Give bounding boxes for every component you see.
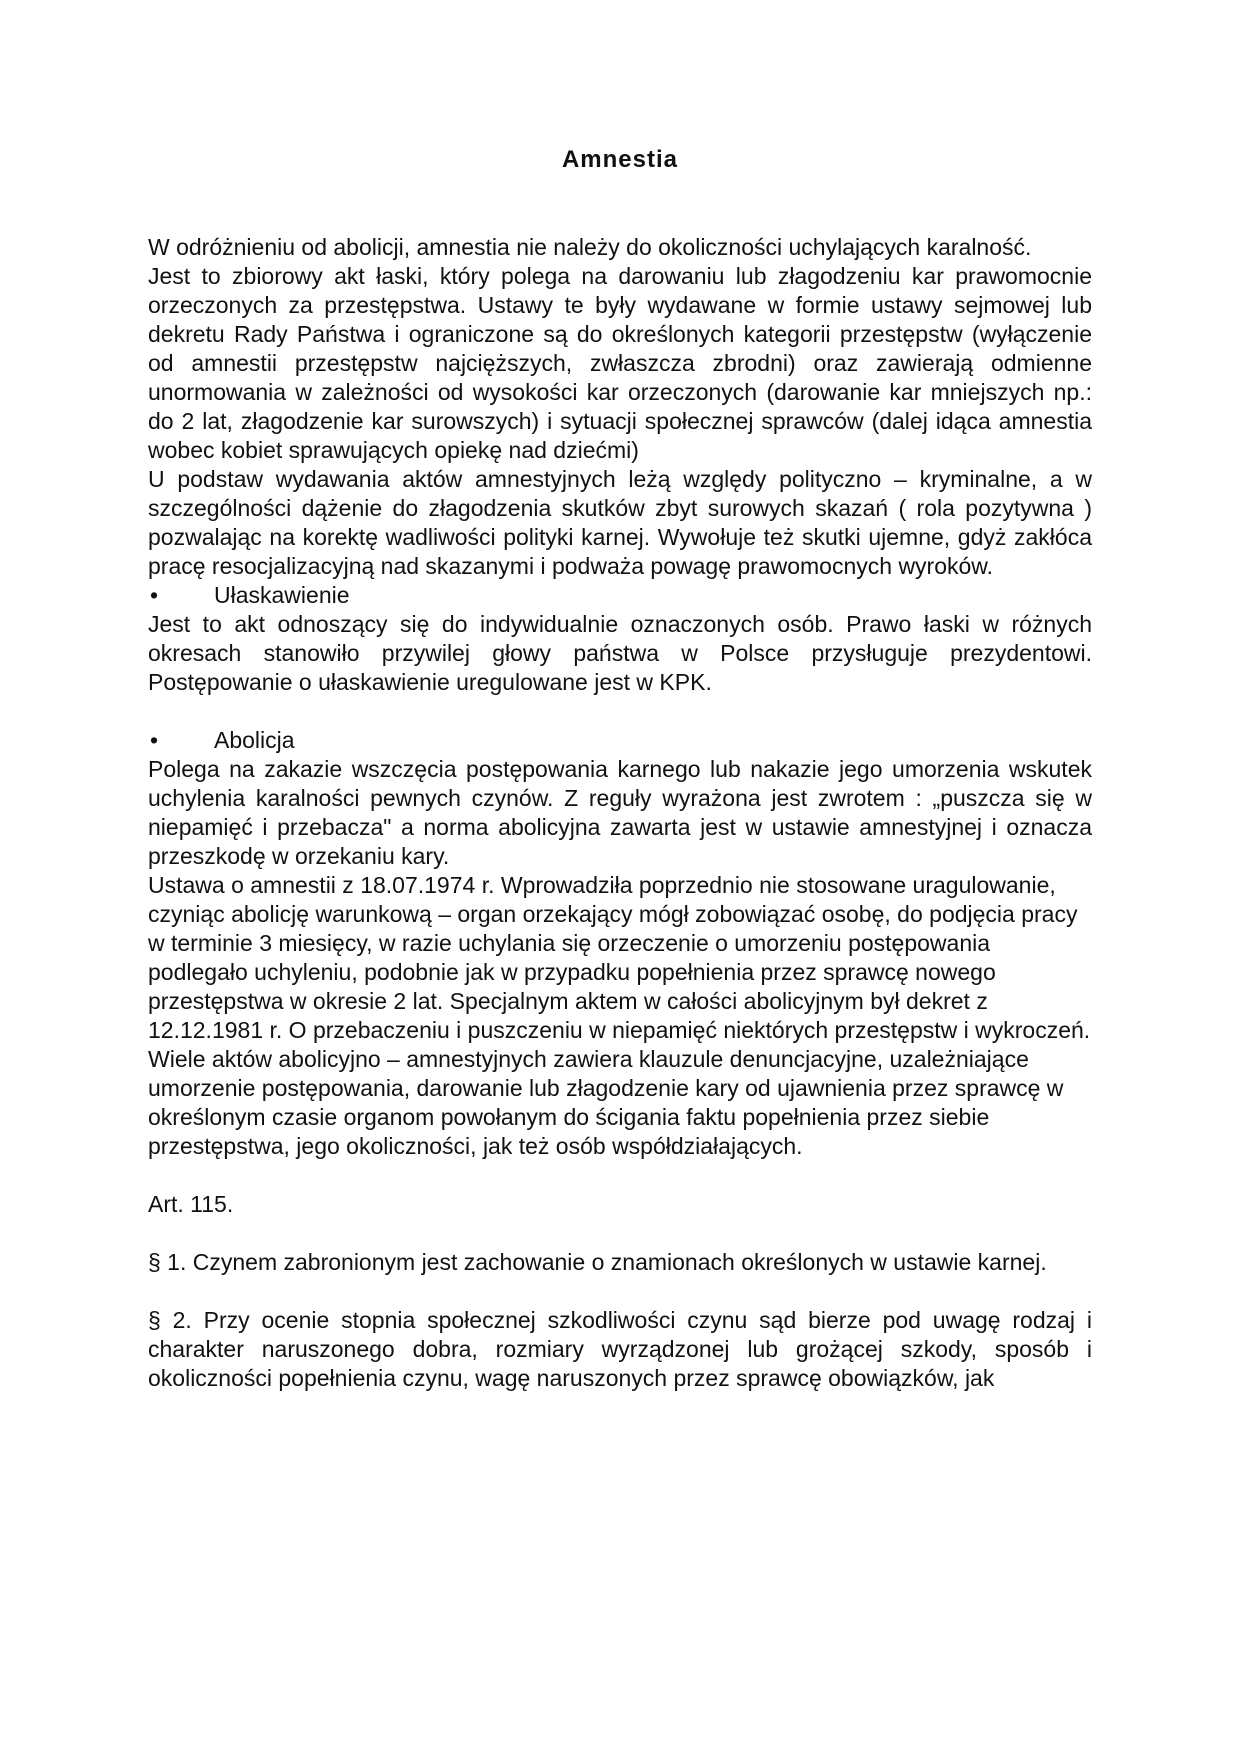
document-title: Amnestia bbox=[561, 146, 679, 173]
bullet-icon: • bbox=[150, 727, 159, 753]
abolicja-heading bbox=[148, 726, 1092, 755]
bullet-icon: • bbox=[150, 582, 159, 608]
abolicja-paragraph-3: Wiele aktów abolicyjno – amnestyjnych zawiera klauzule denuncjacyjne, uzależniające umorzenie postępowania, darowanie lub złagodzenie kary od ujawnienia przez sprawcę w określonym czasie organom powołanym do ścigania faktu popełnienia przez siebie przestępstwa, jego okoliczności, jak też osób współdziałających. bbox=[148, 1046, 1064, 1159]
abolicja-paragraph-1: Polega na zakazie wszczęcia postępowania karnego lub nakazie jego umorzenia wskutek uchylenia karalności pewnych czynów. Z reguły wyrażona jest zwrotem : „puszcza się w niepamięć i przebacza" a norma abolicyjna zawarta jest w ustawie amnestyjnej i oznacza przeszkodę w orzekaniu kary. bbox=[148, 756, 1092, 869]
spacer bbox=[148, 1219, 1092, 1248]
spacer bbox=[148, 1161, 1092, 1190]
article-paragraph-1: § 1. Czynem zabronionym jest zachowanie o znamionach określonych w ustawie karnej. bbox=[148, 1249, 1047, 1275]
ulaskawienie-heading-text: Ułaskawienie bbox=[214, 582, 350, 608]
ulaskawienie-heading bbox=[148, 581, 1092, 610]
amnestia-paragraph-1: W odróżnieniu od abolicji, amnestia nie należy do okoliczności uchylających karalność. bbox=[148, 234, 1032, 260]
article-paragraph-2: § 2. Przy ocenie stopnia społecznej szkodliwości czynu sąd bierze pod uwagę rodzaj i charakter naruszonego dobra, rozmiary wyrządzonej lub grożącej szkody, sposób i okoliczności popełnienia czynu, wagę naruszonych przez sprawcę obowiązków, jak bbox=[148, 1307, 1092, 1391]
amnestia-paragraph-3: U podstaw wydawania aktów amnestyjnych leżą względy polityczno – kryminalne, a w szczególności dążenie do złagodzenia skutków zbyt surowych skazań ( rola pozytywna ) pozwalając na korektę wadliwości polityki karnej. Wywołuje też skutki ujemne, gdyż zakłóca pracę resocjalizacyjną nad skazanymi i podważa powagę prawomocnych wyroków. bbox=[148, 466, 1092, 579]
abolicja-paragraph-2: Ustawa o amnestii z 18.07.1974 r. Wprowadziła poprzednio nie stosowane uragulowanie, czyniąc abolicję warunkową – organ orzekający mógł zobowiązać osobę, do podjęcia pracy w terminie 3 miesięcy, w razie uchylania się orzeczenie o umorzeniu postępowania podlegało uchyleniu, podobnie jak w przypadku popełnienia przez sprawcę nowego przestępstwa w okresie 2 lat. Specjalnym aktem w całości abolicyjnym był dekret z 12.12.1981 r. O przebaczeniu i puszczeniu w niepamięć niektórych przestępstw i wykroczeń. bbox=[148, 872, 1091, 1043]
article-label: Art. 115. bbox=[148, 1191, 234, 1217]
spacer bbox=[148, 697, 1092, 726]
amnestia-paragraph-2: Jest to zbiorowy akt łaski, który polega na darowaniu lub złagodzeniu kar prawomocnie orzeczonych za przestępstwa. Ustawy te były wydawane w formie ustawy sejmowej lub dekretu Rady Państwa i ograniczone są do określonych kategorii przestępstw (wyłączenie od amnestii przestępstw najcięższych, zwłaszcza zbrodni) oraz zawierają odmienne unormowania w zależności od wysokości kar orzeczonych (darowanie kar mniejszych np.: do 2 lat, złagodzenie kar surowszych) i sytuacji społecznej sprawców (dalej idąca amnestia wobec kobiet sprawujących opiekę nad dziećmi) bbox=[148, 263, 1092, 463]
ulaskawienie-paragraph: Jest to akt odnoszący się do indywidualnie oznaczonych osób. Prawo łaski w różnych okresach stanowiło przywilej głowy państwa w Polsce przysługuje prezydentowi. Postępowanie o ułaskawienie uregulowane jest w KPK. bbox=[148, 611, 1092, 695]
abolicja-heading-text: Abolicja bbox=[214, 727, 295, 753]
spacer bbox=[148, 1277, 1092, 1306]
document-body bbox=[148, 233, 1092, 1393]
